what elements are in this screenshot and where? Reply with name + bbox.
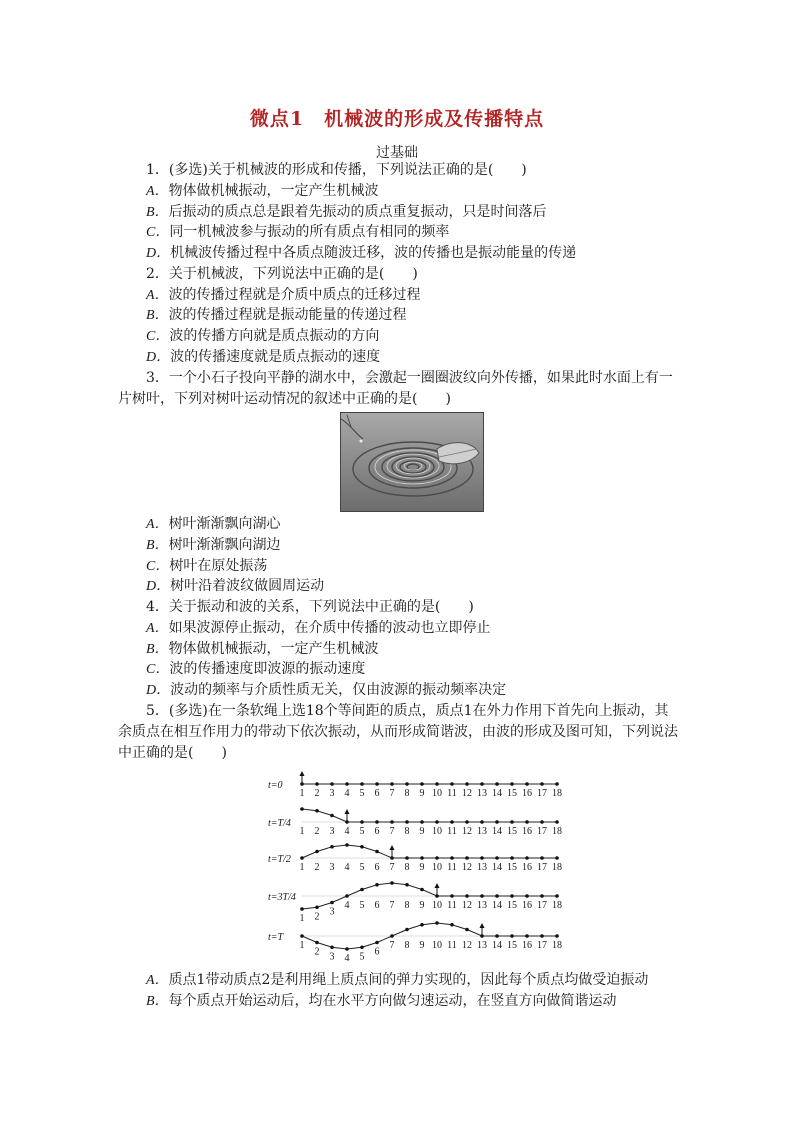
rope-point bbox=[510, 856, 514, 860]
point-number: 5 bbox=[359, 788, 365, 799]
point-number: 11 bbox=[447, 826, 457, 837]
point-number: 8 bbox=[404, 900, 410, 911]
q1-option-a[interactable]: A．物体做机械振动，一定产生机械波 bbox=[146, 183, 379, 199]
q3-option-a[interactable]: A．树叶渐渐飘向湖心 bbox=[146, 516, 281, 532]
rope-point bbox=[300, 907, 304, 911]
q2-option-b[interactable]: B．波的传播过程就是振动能量的传递过程 bbox=[146, 307, 407, 323]
point-number: 9 bbox=[419, 862, 425, 873]
point-number: 8 bbox=[404, 862, 410, 873]
rope-point bbox=[420, 923, 424, 927]
point-number: 7 bbox=[389, 940, 395, 951]
point-number: 12 bbox=[462, 788, 472, 799]
rope-point bbox=[420, 856, 424, 860]
point-number: 11 bbox=[447, 862, 457, 873]
point-number: 16 bbox=[522, 940, 532, 951]
point-number: 12 bbox=[462, 940, 472, 951]
question-3-stem-line2: 片树叶，下列对树叶运动情况的叙述中正确的是( ) bbox=[118, 391, 451, 407]
rope-point bbox=[480, 856, 484, 860]
rope-point bbox=[420, 782, 424, 786]
point-number: 13 bbox=[477, 940, 487, 951]
point-number: 4 bbox=[344, 826, 350, 837]
point-number: 2 bbox=[314, 946, 320, 958]
rope-point bbox=[315, 905, 319, 909]
point-number: 8 bbox=[404, 826, 410, 837]
point-number: 5 bbox=[359, 951, 365, 963]
q4-option-d[interactable]: D．波动的频率与介质性质无关，仅由波源的振动频率决定 bbox=[146, 682, 507, 698]
rope-point bbox=[375, 850, 379, 854]
point-number: 10 bbox=[432, 788, 442, 799]
point-number: 1 bbox=[299, 862, 305, 873]
point-number: 15 bbox=[507, 826, 517, 837]
rope-point bbox=[345, 782, 349, 786]
rope-point bbox=[465, 782, 469, 786]
rope-point bbox=[300, 856, 304, 860]
point-number: 7 bbox=[389, 788, 395, 799]
q1-option-b[interactable]: B．后振动的质点总是跟着先振动的质点重复振动，只是时间落后 bbox=[146, 204, 547, 220]
rope-point bbox=[555, 782, 559, 786]
rope-point bbox=[435, 856, 439, 860]
point-number: 3 bbox=[329, 862, 335, 873]
q1-option-c[interactable]: C．同一机械波参与振动的所有质点有相同的频率 bbox=[146, 224, 450, 240]
rope-point bbox=[375, 883, 379, 887]
rope-point bbox=[450, 894, 454, 898]
point-number: 3 bbox=[329, 788, 335, 799]
rope-point bbox=[555, 820, 559, 824]
rope-point bbox=[555, 856, 559, 860]
rope-point bbox=[405, 856, 409, 860]
point-number: 2 bbox=[314, 911, 320, 923]
motion-arrow-head bbox=[390, 845, 395, 850]
point-number: 15 bbox=[507, 900, 517, 911]
rope-point bbox=[450, 923, 454, 927]
time-label: t=3T/4 bbox=[268, 892, 296, 903]
rope-point bbox=[450, 782, 454, 786]
point-number: 2 bbox=[314, 862, 320, 873]
rope-point bbox=[360, 820, 364, 824]
rope-point bbox=[540, 782, 544, 786]
point-number: 14 bbox=[492, 900, 502, 911]
point-number: 9 bbox=[419, 900, 425, 911]
point-number: 10 bbox=[432, 900, 442, 911]
q3-option-c[interactable]: C．树叶在原处振荡 bbox=[146, 558, 268, 574]
rope-point bbox=[375, 820, 379, 824]
point-number: 1 bbox=[299, 826, 305, 837]
rope-point bbox=[315, 782, 319, 786]
q5-option-a[interactable]: A．质点1带动质点2是利用绳上质点间的弹力实现的，因此每个质点均做受迫振动 bbox=[146, 972, 649, 988]
point-number: 18 bbox=[552, 900, 562, 911]
rope-point bbox=[495, 894, 499, 898]
point-number: 17 bbox=[537, 788, 547, 799]
rope-point bbox=[375, 941, 379, 945]
question-2-stem: 2．关于机械波，下列说法中正确的是( ) bbox=[146, 266, 418, 282]
q2-option-c[interactable]: C．波的传播方向就是质点振动的方向 bbox=[146, 328, 380, 344]
point-number: 11 bbox=[447, 940, 457, 951]
q3-option-d[interactable]: D．树叶沿着波纹做圆周运动 bbox=[146, 578, 325, 594]
point-number: 16 bbox=[522, 862, 532, 873]
rope-point bbox=[330, 901, 334, 905]
rope-point bbox=[495, 782, 499, 786]
rope-line bbox=[302, 809, 557, 822]
rope-point bbox=[345, 843, 349, 847]
point-number: 13 bbox=[477, 788, 487, 799]
rope-point bbox=[405, 928, 409, 932]
rope-point bbox=[555, 894, 559, 898]
rope-point bbox=[465, 856, 469, 860]
point-number: 12 bbox=[462, 900, 472, 911]
q4-option-c[interactable]: C．波的传播速度即波源的振动速度 bbox=[146, 661, 366, 677]
rope-point bbox=[375, 782, 379, 786]
point-number: 4 bbox=[344, 862, 350, 873]
q3-option-b[interactable]: B．树叶渐渐飘向湖边 bbox=[146, 537, 281, 553]
point-number: 14 bbox=[492, 788, 502, 799]
section-heading: 过基础 bbox=[376, 145, 418, 161]
rope-point bbox=[435, 921, 439, 925]
rope-point bbox=[435, 782, 439, 786]
point-number: 14 bbox=[492, 826, 502, 837]
rope-point bbox=[315, 941, 319, 945]
rope-point bbox=[315, 809, 319, 813]
rope-point bbox=[435, 820, 439, 824]
point-number: 13 bbox=[477, 862, 487, 873]
motion-arrow-head bbox=[345, 809, 350, 814]
point-number: 5 bbox=[359, 900, 365, 911]
rope-point bbox=[540, 820, 544, 824]
point-number: 1 bbox=[299, 940, 305, 951]
point-number: 17 bbox=[537, 862, 547, 873]
rope-point bbox=[525, 820, 529, 824]
point-number: 13 bbox=[477, 826, 487, 837]
rope-point bbox=[360, 845, 364, 849]
point-number: 9 bbox=[419, 826, 425, 837]
point-number: 2 bbox=[314, 788, 320, 799]
rope-point bbox=[510, 934, 514, 938]
question-1-stem: 1．(多选)关于机械波的形成和传播，下列说法正确的是( ) bbox=[146, 162, 527, 178]
q4-option-a[interactable]: A．如果波源停止振动，在介质中传播的波动也立即停止 bbox=[146, 620, 491, 636]
rope-point bbox=[345, 947, 349, 951]
water-ripple-leaf-photo bbox=[340, 412, 484, 512]
point-number: 2 bbox=[314, 826, 320, 837]
point-number: 18 bbox=[552, 940, 562, 951]
q5-option-b[interactable]: B．每个质点开始运动后，均在水平方向做匀速运动，在竖直方向做简谐运动 bbox=[146, 993, 617, 1009]
point-number: 6 bbox=[374, 826, 380, 837]
point-number: 5 bbox=[359, 826, 365, 837]
q4-option-b[interactable]: B．物体做机械振动，一定产生机械波 bbox=[146, 641, 379, 657]
page-title: 微点1 机械波的形成及传播特点 bbox=[249, 108, 545, 130]
rope-point bbox=[360, 782, 364, 786]
motion-arrow-head bbox=[435, 883, 440, 888]
point-number: 7 bbox=[389, 862, 395, 873]
point-number: 16 bbox=[522, 900, 532, 911]
rope-point bbox=[390, 820, 394, 824]
rope-point bbox=[540, 934, 544, 938]
question-5-stem-line3: 中正确的是( ) bbox=[118, 745, 227, 761]
rope-point bbox=[450, 820, 454, 824]
point-number: 17 bbox=[537, 826, 547, 837]
rope-point bbox=[330, 814, 334, 818]
rope-point bbox=[525, 894, 529, 898]
rope-point bbox=[465, 894, 469, 898]
point-number: 4 bbox=[344, 953, 350, 964]
rope-point bbox=[465, 820, 469, 824]
point-number: 12 bbox=[462, 826, 472, 837]
point-number: 6 bbox=[374, 900, 380, 911]
point-number: 18 bbox=[552, 826, 562, 837]
point-number: 1 bbox=[299, 913, 305, 924]
motion-arrow-head bbox=[480, 923, 485, 928]
point-number: 7 bbox=[389, 826, 395, 837]
question-5-stem-line1: 5．(多选)在一条软绳上选18个等间距的质点，质点1在外力作用下首先向上振动，其 bbox=[146, 703, 669, 719]
point-number: 1 bbox=[299, 788, 305, 799]
rope-point bbox=[315, 850, 319, 854]
rope-point bbox=[390, 881, 394, 885]
point-number: 10 bbox=[432, 826, 442, 837]
rope-point bbox=[540, 894, 544, 898]
question-5-stem-line2: 余质点在相互作用力的带动下依次振动，从而形成简谐波，由波的形成及图可知，下列说法 bbox=[118, 724, 678, 740]
rope-point bbox=[540, 856, 544, 860]
point-number: 8 bbox=[404, 788, 410, 799]
rope-point bbox=[330, 845, 334, 849]
point-number: 18 bbox=[552, 862, 562, 873]
rope-line bbox=[302, 845, 557, 858]
rope-point bbox=[330, 782, 334, 786]
rope-point bbox=[390, 934, 394, 938]
point-number: 15 bbox=[507, 862, 517, 873]
rope-point bbox=[495, 934, 499, 938]
point-number: 18 bbox=[552, 788, 562, 799]
question-4-stem: 4．关于振动和波的关系，下列说法中正确的是( ) bbox=[146, 599, 474, 615]
rope-point bbox=[510, 894, 514, 898]
time-label: t=T/2 bbox=[268, 854, 291, 865]
ripple-photo-illustration bbox=[341, 413, 483, 511]
rope-point bbox=[480, 820, 484, 824]
motion-arrow-head bbox=[300, 771, 305, 776]
point-number: 8 bbox=[404, 940, 410, 951]
rope-point bbox=[330, 945, 334, 949]
rope-point bbox=[495, 856, 499, 860]
point-number: 4 bbox=[344, 788, 350, 799]
q1-option-d[interactable]: D．机械波传播过程中各质点随波迁移，波的传播也是振动能量的传递 bbox=[146, 245, 577, 261]
rope-point bbox=[495, 820, 499, 824]
point-number: 10 bbox=[432, 862, 442, 873]
point-number: 9 bbox=[419, 940, 425, 951]
point-number: 15 bbox=[507, 940, 517, 951]
wave-formation-figure bbox=[268, 770, 562, 964]
point-number: 12 bbox=[462, 862, 472, 873]
rope-point bbox=[345, 894, 349, 898]
point-number: 16 bbox=[522, 788, 532, 799]
q2-option-d[interactable]: D．波的传播速度就是质点振动的速度 bbox=[146, 349, 381, 365]
rope-point bbox=[525, 782, 529, 786]
rope-point bbox=[405, 820, 409, 824]
rope-point bbox=[300, 807, 304, 811]
point-number: 3 bbox=[329, 906, 335, 918]
rope-point bbox=[405, 883, 409, 887]
point-number: 9 bbox=[419, 788, 425, 799]
point-number: 6 bbox=[374, 946, 380, 958]
point-number: 5 bbox=[359, 862, 365, 873]
rope-point bbox=[420, 888, 424, 892]
point-number: 4 bbox=[344, 900, 350, 911]
point-number: 15 bbox=[507, 788, 517, 799]
rope-point bbox=[465, 928, 469, 932]
rope-point bbox=[525, 934, 529, 938]
rope-point bbox=[510, 820, 514, 824]
rope-point bbox=[420, 820, 424, 824]
time-label: t=0 bbox=[268, 780, 283, 791]
point-number: 3 bbox=[329, 951, 335, 963]
point-number: 6 bbox=[374, 788, 380, 799]
point-number: 6 bbox=[374, 862, 380, 873]
rope-point bbox=[525, 856, 529, 860]
question-3-stem-line1: 3．一个小石子投向平静的湖水中，会激起一圈圈波纹向外传播，如果此时水面上有一 bbox=[146, 370, 673, 386]
point-number: 14 bbox=[492, 862, 502, 873]
q2-option-a[interactable]: A．波的传播过程就是介质中质点的迁移过程 bbox=[146, 287, 421, 303]
point-number: 11 bbox=[447, 900, 457, 911]
point-number: 10 bbox=[432, 940, 442, 951]
rope-point bbox=[360, 888, 364, 892]
point-number: 14 bbox=[492, 940, 502, 951]
rope-point bbox=[360, 945, 364, 949]
rope-point bbox=[300, 934, 304, 938]
time-label: t=T bbox=[268, 932, 284, 943]
point-number: 7 bbox=[389, 900, 395, 911]
rope-point bbox=[405, 782, 409, 786]
rope-point bbox=[390, 782, 394, 786]
rope-point bbox=[480, 894, 484, 898]
rope-point bbox=[480, 782, 484, 786]
rope-point bbox=[555, 934, 559, 938]
point-number: 17 bbox=[537, 900, 547, 911]
point-number: 11 bbox=[447, 788, 457, 799]
point-number: 16 bbox=[522, 826, 532, 837]
rope-point bbox=[510, 782, 514, 786]
point-number: 17 bbox=[537, 940, 547, 951]
time-label: t=T/4 bbox=[268, 818, 291, 829]
point-number: 3 bbox=[329, 826, 335, 837]
point-number: 13 bbox=[477, 900, 487, 911]
rope-point bbox=[450, 856, 454, 860]
